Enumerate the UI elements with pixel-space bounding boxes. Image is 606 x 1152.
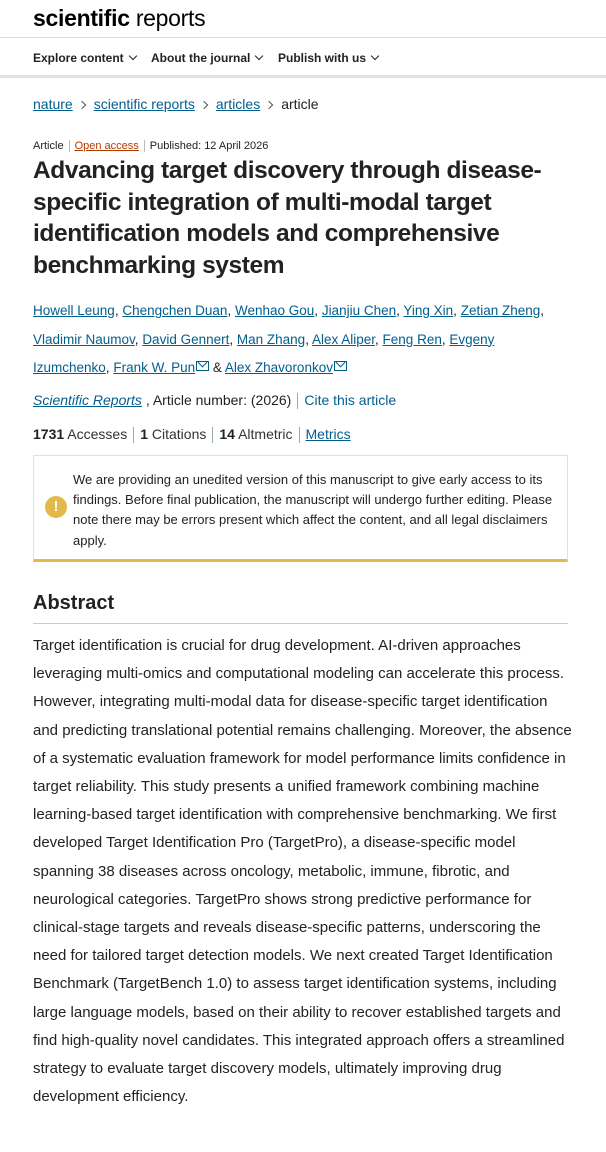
author-list <box>33 297 573 383</box>
nav-explore-content[interactable] <box>33 51 136 65</box>
exclamation-icon: ! <box>45 496 67 518</box>
divider <box>133 427 134 443</box>
chevron-down-icon <box>371 52 379 60</box>
author-ampersand: & <box>212 360 222 375</box>
citations-count: 1 <box>140 426 148 442</box>
author-separator: , <box>114 303 119 318</box>
journal-logo[interactable] <box>33 5 205 32</box>
nav-about-journal[interactable] <box>151 51 262 65</box>
article-metrics <box>33 426 351 443</box>
chevron-right-icon <box>77 101 85 109</box>
abstract-divider <box>33 623 568 624</box>
article-meta <box>33 140 268 152</box>
author-link[interactable]: David Gennert <box>142 331 230 347</box>
author-link[interactable]: Zetian Zheng <box>460 303 541 318</box>
author-separator: , <box>453 303 457 318</box>
breadcrumb <box>33 96 319 112</box>
author-link[interactable]: Chengchen Duan <box>122 303 228 318</box>
breadcrumb-current: article <box>281 96 319 112</box>
author-link[interactable]: Ying Xin <box>403 303 454 318</box>
author-link[interactable]: Man Zhang <box>236 331 306 347</box>
abstract-text: Target identification is crucial for drug development. AI-driven approaches leveraging multi-omics and computational modeling can accelerate this process. However, integrating multi-modal data for disease-specific target identification and predicting translational potential remains challenging. Moreover, the absence of a systematic evaluation framework for model performance limits confidence in target reliability. This study presents a unified framework combining machine learning-based target identification with comprehensive benchmarking. We first developed Target Identification Pro (TargetPro), a disease-specific model spanning 38 diseases across oncology, metabolic, immune, fibrotic, and neurological categories. TargetPro shows strong predictive performance for clinical-stage targets and reveals disease-specific patterns, underscoring the need for tailored target detection models. We next created Target Identification Benchmark (TargetBench 1.0) to assess target identification systems, including large language models, based on their ability to recover established targets and find high-quality novel candidates. This integrated approach offers a streamlined strategy to evaluate target discovery models, ultimately improving drug development efficiency. <box>33 637 572 1106</box>
author-separator: , <box>375 331 379 347</box>
email-icon[interactable] <box>196 361 209 371</box>
breadcrumb-nature[interactable]: nature <box>33 96 73 112</box>
divider <box>299 427 300 443</box>
journal-name-link[interactable]: Scientific Reports <box>33 392 142 408</box>
chevron-down-icon <box>128 52 136 60</box>
author-separator: , <box>314 303 319 318</box>
author-separator: , <box>105 360 110 375</box>
open-access-badge[interactable]: Open access <box>74 140 139 152</box>
article-type: Article <box>33 140 64 152</box>
cite-this-article-link[interactable]: Cite this article <box>304 392 397 408</box>
author-separator: , <box>441 331 446 347</box>
nav-label: Explore content <box>33 51 124 65</box>
author-link[interactable]: Howell Leung <box>33 303 115 318</box>
accesses-count: 1731 <box>33 426 65 442</box>
chevron-down-icon <box>255 52 263 60</box>
author-separator: , <box>229 331 234 347</box>
author-link[interactable]: Frank W. Pun <box>113 360 196 375</box>
author-separator: , <box>305 331 309 347</box>
early-access-notice <box>33 455 568 562</box>
divider <box>212 427 213 443</box>
divider <box>69 140 70 152</box>
article-number: , Article number: (2026) <box>145 392 292 408</box>
main-nav <box>0 38 606 78</box>
altmetric-score: 14 <box>219 426 235 442</box>
author-link[interactable]: Feng Ren <box>382 331 442 347</box>
breadcrumb-scientific-reports[interactable]: scientific reports <box>93 96 195 112</box>
notice-text: We are providing an unedited version of this manuscript to give early access to its findings. Before final publication, the manuscript will undergo further editing. Please note there may be errors present which affect the content, and all legal disclaimers apply. <box>73 472 553 548</box>
journal-citation-line <box>33 392 396 409</box>
nav-label: About the journal <box>151 51 251 65</box>
site-header <box>0 0 606 38</box>
altmetric-label: Altmetric <box>238 426 293 442</box>
author-link[interactable]: Alex Zhavoronkov <box>224 360 333 375</box>
published-date: Published: 12 April 2026 <box>149 140 269 152</box>
breadcrumb-articles[interactable]: articles <box>215 96 261 112</box>
author-link[interactable]: Alex Aliper <box>311 331 376 347</box>
divider <box>297 393 298 409</box>
nav-label: Publish with us <box>278 51 367 65</box>
abstract-heading: Abstract <box>33 592 115 614</box>
author-separator: , <box>396 303 400 318</box>
logo-light: reports <box>135 5 206 31</box>
author-link[interactable]: Vladimir Naumov <box>33 331 135 347</box>
author-link[interactable]: Evgeny Izumchenko <box>33 331 495 375</box>
metrics-link[interactable]: Metrics <box>305 426 351 442</box>
chevron-right-icon <box>265 101 273 109</box>
author-separator: , <box>540 303 545 318</box>
author-link[interactable]: Wenhao Gou <box>234 303 315 318</box>
divider <box>144 140 145 152</box>
author-separator: , <box>227 303 232 318</box>
author-separator: , <box>134 331 139 347</box>
chevron-right-icon <box>200 101 208 109</box>
citations-label: Citations <box>151 426 207 442</box>
logo-bold: scientific <box>33 5 130 31</box>
nav-publish-with-us[interactable] <box>278 51 378 65</box>
accesses-label: Accesses <box>67 426 128 442</box>
email-icon[interactable] <box>334 361 347 371</box>
article-title: Advancing target discovery through disease-specific integration of multi-modal target identification models and comprehensive benchmarking system <box>33 157 542 279</box>
author-link[interactable]: Jianjiu Chen <box>321 303 397 318</box>
